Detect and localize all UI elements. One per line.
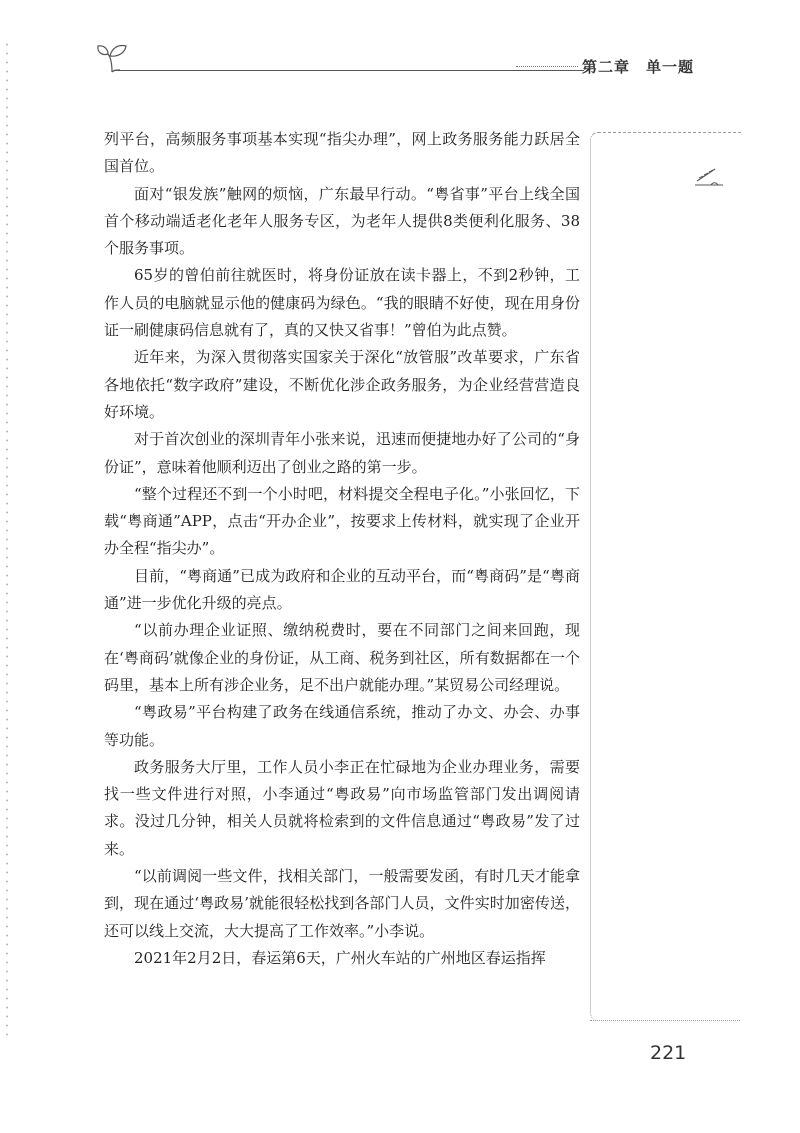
paragraph: 列平台，高频服务事项基本实现“指尖办理”，网上政务服务能力跃居全国首位。 <box>104 130 580 176</box>
paragraph: “整个过程还不到一个小时吧，材料提交全程电子化。”小张回忆，下载“粤商通”APP，点击“开办企业”，按要求上传材料，就实现了企业开办全程“指尖办”。 <box>104 484 580 558</box>
paragraph: 目前，“粤商通”已成为政府和企业的互动平台，而“粤商码”是“粤商通”进一步优化升级的亮点。 <box>104 566 580 613</box>
pen-note-icon <box>691 163 727 189</box>
paragraph: 2021年2月2日，春运第6天，广州火车站的广州地区春运指挥 <box>134 948 546 967</box>
chapter-title: 第二章 单一题 <box>582 58 695 76</box>
paragraph: 近年来，为深入贯彻落实国家关于深化“放管服”改革要求，广东省各地依托“数字政府”建设，不断优化涉企政务服务，为企业经营营造良好环境。 <box>104 348 580 421</box>
paragraph: 政务服务大厅里，工作人员小李正在忙碌地为企业办理业务，需要找一些文件进行对照，小李通过“粤政易”向市场监管部门发出调阅请求。没过几分钟，相关人员就将检索到的文件信息通过“粤政易”发了过来。 <box>104 757 580 858</box>
page-number: 221 <box>650 1042 687 1064</box>
page-header <box>96 40 706 80</box>
binding-edge-dots <box>6 40 8 1040</box>
paragraph: “以前办理企业证照、缴纳税费时，要在不同部门之间来回跑，现在‘粤商码’就像企业的身份证，从工商、税务到社区，所有数据都在一个码里，基本上所有涉企业务，足不出户就能办理。”某贸易公司经理说。 <box>104 621 580 694</box>
paragraph: 65岁的曾伯前往就医时，将身份证放在读卡器上，不到2秒钟，工作人员的电脑就显示他的健康码为绿色。“我的眼睛不好使，现在用身份证一刷健康码信息就有了，真的又快又省事！”曾伯为此点赞。 <box>104 266 580 340</box>
header-rule <box>114 70 584 71</box>
paragraph: 面对“银发族”触网的烦恼，广东最早行动。“粤省事”平台上线全国首个移动端适老化老年人服务专区，为老年人提供8类便利化服务、38个服务事项。 <box>104 184 580 258</box>
paragraph: 对于首次创业的深圳青年小张来说，迅速而便捷地办好了公司的“身份证”，意味着他顺利迈出了创业之路的第一步。 <box>104 430 580 476</box>
margin-note-box <box>590 132 741 1021</box>
header-rule-dotted <box>516 66 578 67</box>
body-text <box>104 126 580 972</box>
paragraph: “以前调阅一些文件，找相关部门，一般需要发函，有时几天才能拿到，现在通过‘粤政易’就能很轻松找到各部门人员，文件实时加密传送，还可以线上交流，大大提高了工作效率。”小李说。 <box>104 867 580 940</box>
paragraph: “粤政易”平台构建了政务在线通信系统，推动了办文、办会、办事等功能。 <box>104 703 580 749</box>
